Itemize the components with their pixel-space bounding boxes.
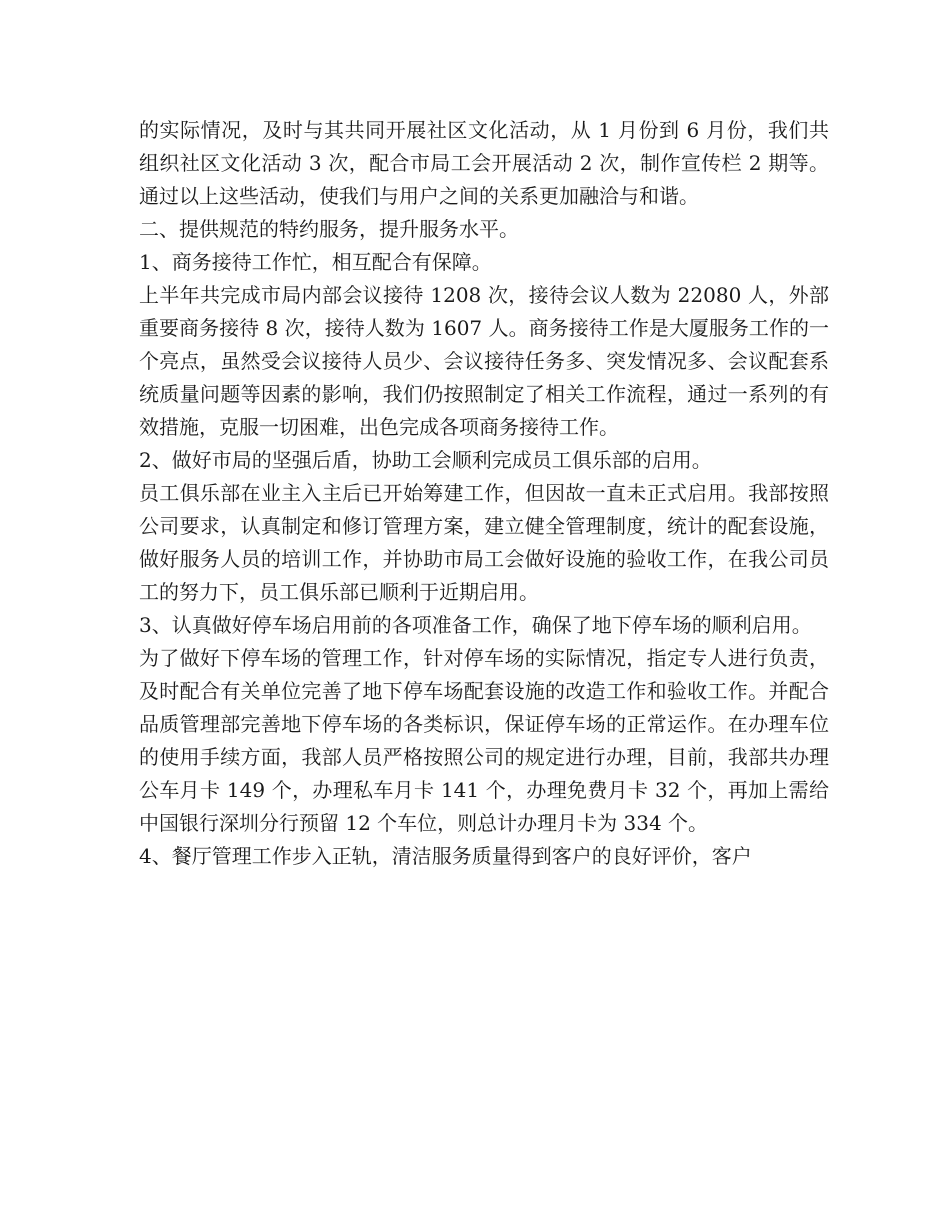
paragraph-parking-lot: 为了做好下停车场的管理工作，针对停车场的实际情况，指定专人进行负责，及时配合有关单位完善了地下停车场配套设施的改造工作和验收工作。并配合品质管理部完善地下停车场的各类标识，保证停车场的正常运作。在办理车位的使用手续方面，我部人员严格按照公司的规定进行办理，目前，我部共办理公车月卡 149 个，办理私车月卡 141 个，办理免费月卡 32 个，再加上需给中国银行深圳分行预留 12 个车位，则总计办理月卡为 334 个。 <box>139 646 829 835</box>
paragraph-community-activities: 的实际情况，及时与其共同开展社区文化活动，从 1 月份到 6 月份，我们共组织社区文化活动 3 次，配合市局工会开展活动 2 次，制作宣传栏 2 期等。通过以上这些活动，使我们与用户之间的关系更加融洽与和谐。 <box>139 118 829 208</box>
paragraph-business-reception: 上半年共完成市局内部会议接待 1208 次，接待会议人数为 22080 人，外部重要商务接待 8 次，接待人数为 1607 人。商务接待工作是大厦服务工作的一个亮点，虽然受会议接待人员少、会议接待任务多、突发情况多、会议配套系统质量问题等因素的影响，我们仍按照制定了相关工作流程，通过一系列的有效措施，克服一切困难，出色完成各项商务接待工作。 <box>139 283 829 439</box>
subheading-restaurant-management: 4、餐厅管理工作步入正轨，清洁服务质量得到客户的良好评价，客户 <box>139 844 752 868</box>
subheading-staff-club: 2、做好市局的坚强后盾，协助工会顺利完成员工俱乐部的启用。 <box>139 448 712 472</box>
document-body <box>139 114 829 873</box>
subheading-business-reception: 1、商务接待工作忙，相互配合有保障。 <box>139 250 492 274</box>
paragraph-staff-club: 员工俱乐部在业主入主后已开始筹建工作，但因故一直未正式启用。我部按照公司要求，认真制定和修订管理方案，建立健全管理制度，统计的配套设施，做好服务人员的培训工作，并协助市局工会做好设施的验收工作，在我公司员工的努力下，员工俱乐部已顺利于近期启用。 <box>139 481 829 604</box>
section-heading-special-services: 二、提供规范的特约服务，提升服务水平。 <box>139 217 519 241</box>
subheading-parking-lot: 3、认真做好停车场启用前的各项准备工作，确保了地下停车场的顺利启用。 <box>139 613 812 637</box>
